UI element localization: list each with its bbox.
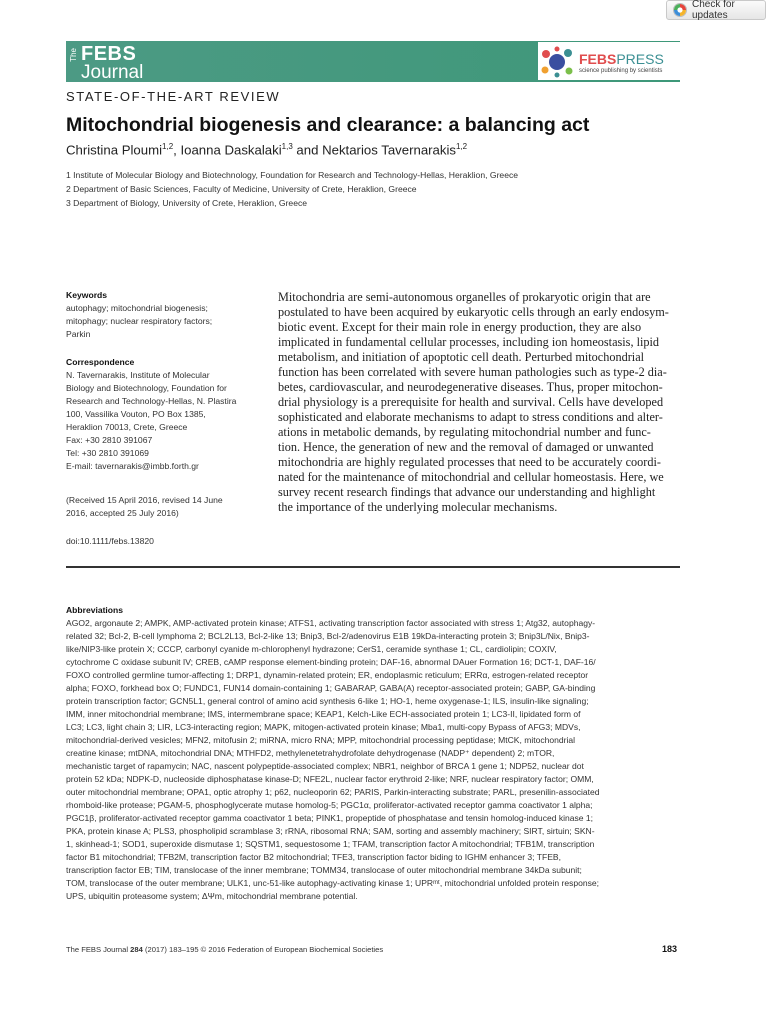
keywords-line: Parkin <box>66 329 91 339</box>
abbreviations-line: protein 52 kDa; NDPK-D, nucleoside diphosphatase kinase-D; NFE2L, nuclear factor erythroid 2-like; NRF, nuclear respiratory factor; OMM, <box>66 774 594 784</box>
doi-link[interactable]: doi:10.1111/febs.13820 <box>66 536 154 546</box>
author-affiliation-mark: 1,3 <box>281 142 293 151</box>
crossmark-icon <box>673 3 687 17</box>
abstract-line: nated for the maintenance of mitochondrial and cellular homeostasis. Here, we <box>278 470 664 484</box>
received-line: 2016, accepted 25 July 2016) <box>66 508 179 518</box>
press-name-febs: FEBS <box>579 51 617 67</box>
abbreviations-line: IMM, inner mitochondrial membrane; IMS, intermembrane space; KEAP1, Kelch-Like ECH-associated protein 1; LC3-II, lipidated form of <box>66 709 581 719</box>
abbreviations-line: FOXO controlled germline tumor-affecting 1; DRP1, dynamin-related protein; ER, endoplasmic reticulum; ERRα, estrogen-related receptor <box>66 670 589 680</box>
abbreviations-line: related 32; Bcl-2, B-cell lymphoma 2; BCL2L13, Bcl-2-like 13; Bnip3, Bcl-2/adenovirus E1B 19kDa-interacting protein 3; Bnip3L/Nix, Bnip3- <box>66 631 590 641</box>
abstract-line: betes, cardiovascular, and neurodegenerative diseases. Thus, proper mitochon- <box>278 380 663 394</box>
correspondence-email[interactable]: E-mail: tavernarakis@imbb.forth.gr <box>66 461 199 471</box>
correspondence-line: N. Tavernarakis, Institute of Molecular <box>66 370 210 380</box>
logo-the: The <box>69 48 78 62</box>
correspondence-line: 100, Vassilika Vouton, PO Box 1385, <box>66 409 206 419</box>
affiliation: 3 Department of Biology, University of Crete, Heraklion, Greece <box>66 198 308 208</box>
abbreviations-line: transcription factor EB; TIM, translocase of the inner membrane; TOMM34, translocase of outer mitochondrial membrane 34kDa subunit; <box>66 865 582 875</box>
abstract-line: function has been correlated with severe human pathologies such as type-2 dia- <box>278 365 667 379</box>
abbreviations-line: protein transcription factor; GCN5L1, general control of amino acid synthesis 6-like 1; HO-1, heme oxygenase-1; ILS, insulin-like signaling; <box>66 696 589 706</box>
abbreviations-line: AGO2, argonaute 2; AMPK, AMP-activated protein kinase; ATFS1, activating transcription factor associated with stress 1; Atg32, autophagy- <box>66 618 596 628</box>
abbreviations-line: outer mitochondrial membrane; OPA1, optic atrophy 1; p62, nucleoporin 62; PARIS, Parkin-interacting substrate; PARL, presenilin-associated <box>66 787 600 797</box>
abbreviations-line: UPS, ubiquitin proteasome system; ΔΨm, mitochondrial membrane potential. <box>66 891 358 901</box>
abbreviations-line: LC3; LC3, light chain 3; LIR, LC3-interacting region; MAPK, mitogen-activated protein kinase; Mba1, multi-copy Bypass of AFG3; MDVs, <box>66 722 581 732</box>
press-name <box>579 51 664 67</box>
abstract <box>278 290 680 515</box>
abstract-line: Mitochondria are semi-autonomous organelles of prokaryotic origin that are <box>278 290 651 304</box>
footer-rest: (2017) 183–195 © 2016 Federation of European Biochemical Societies <box>142 945 384 954</box>
abstract-line: implicated in fundamental cellular processes, including ion homeostasis, lipid <box>278 335 660 349</box>
abbreviations-line: factor B1 mitochondrial; TFB2M, transcription factor B2 mitochondrial; TFE3, transcription factor biding to IGHM enhancer 3; TFEB, <box>66 852 561 862</box>
author-name: Nektarios Tavernarakis <box>322 142 456 158</box>
correspondence-line: Biology and Biotechnology, Foundation for <box>66 383 227 393</box>
correspondence-line: Heraklion 70013, Crete, Greece <box>66 422 188 432</box>
abstract-line: survey recent research findings that advance our understanding and highlight <box>278 485 656 499</box>
abbreviations-line: PGC1β, proliferator-activated receptor gamma coactivator 1 beta; PINK1, propeptide of phosphatase and tensin homolog-induced kinase 1; <box>66 813 594 823</box>
abbreviations-line: TOM, translocase of the outer membrane; ULK1, unc-51-like autophagy-activating kinase 1; UPRᵐᵗ, mitochondrial unfolded protein response; <box>66 878 600 888</box>
affiliation: 2 Department of Basic Sciences, Faculty of Medicine, University of Crete, Heraklion, Greece <box>66 184 417 194</box>
abstract-line: postulated to have been acquired by eukaryotic cells through an early endosym- <box>278 305 669 319</box>
author-list: Christina Ploumi$^{1,2}$, Ioanna Daskalaki$^{1,3}$ and Nektarios Tavernarakis$^{1,2}$ <box>66 142 468 158</box>
abstract-line: sophisticated and elaborate mechanisms to adapt to stress conditions and alter- <box>278 410 663 424</box>
check-for-updates-label: Check for updates <box>692 0 735 21</box>
footer-journal: The FEBS Journal <box>66 945 131 954</box>
abbreviations-line: like/NIP3-like protein X; CCCP, carbonyl cyanide m-chlorophenyl hydrazone; CerS1, ceramide synthase 1; CL, cardiolipin; COXIV, <box>66 644 557 654</box>
author-name: Ioanna Daskalaki <box>180 142 282 158</box>
keywords-line: mitophagy; nuclear respiratory factors; <box>66 316 213 326</box>
keywords-line: autophagy; mitochondrial biogenesis; <box>66 303 208 313</box>
article-title: Mitochondrial biogenesis and clearance: a balancing act <box>66 114 590 136</box>
abstract-line: ations in metabolic demands, by regulating mitochondrial number and func- <box>278 425 651 439</box>
febs-press-molecule-icon <box>540 46 574 78</box>
received-dates <box>66 494 266 520</box>
abbreviations-block <box>66 604 680 903</box>
affiliation: 1 Institute of Molecular Biology and Biotechnology, Foundation for Research and Technology-Hellas, Heraklion, Greece <box>66 170 519 180</box>
received-line: (Received 15 April 2016, revised 14 June <box>66 495 223 505</box>
article-type: STATE-OF-THE-ART REVIEW <box>66 89 281 104</box>
correspondence-line: Fax: +30 2810 391067 <box>66 435 153 445</box>
abbreviations-line: PKA, protein kinase A; PLS3, phospholipid scramblase 3; rRNA, ribosomal RNA; SAM, sorting and assembly machinery; SIRT, sirtuin; SKN- <box>66 826 595 836</box>
author-affiliation-mark: 1,2 <box>162 142 174 151</box>
footer-volume: 284 <box>130 945 143 954</box>
section-divider <box>66 566 680 568</box>
febs-press-logo <box>538 42 680 80</box>
abbreviations-line: mechanistic target of rapamycin; NAC, nascent polypeptide-associated complex; NBR1, neighbor of BRCA 1 gene 1; NDP52, nuclear dot <box>66 761 584 771</box>
correspondence-line: Research and Technology-Hellas, N. Plastira <box>66 396 237 406</box>
abstract-line: the importance of the underlying molecular mechanisms. <box>278 500 558 514</box>
author-name: Christina Ploumi <box>66 142 163 158</box>
abbreviations-line: 1, skinhead-1; SOD1, superoxide dismutase 1; SQSTM1, sequestosome 1; TFAM, transcription factor A mitochondrial; TFB1M, transcription <box>66 839 595 849</box>
press-tagline: science publishing by scientists <box>579 68 663 74</box>
abstract-line: drial physiology is a prerequisite for health and survival. Cells have developed <box>278 395 664 409</box>
page-footer-citation <box>66 945 383 954</box>
logo-journal: Journal <box>81 62 144 83</box>
abbreviations-heading: Abbreviations <box>66 605 123 615</box>
correspondence-line: Tel: +30 2810 391069 <box>66 448 149 458</box>
author-affiliation-mark: 1,2 <box>456 142 468 151</box>
keywords-heading: Keywords <box>66 290 108 300</box>
abbreviations-line: rhomboid-like protease; PGAM-5, phosphoglycerate mutase homolog-5; PGC1α, proliferator-activated receptor gamma coactivator 1 alpha; <box>66 800 593 810</box>
abstract-line: tion. Hence, the generation of new and the removal of damaged or unwanted <box>278 440 654 454</box>
check-for-updates-button[interactable] <box>666 0 766 20</box>
abbreviations-line: creatine kinase; mtDNA, mitochondrial DNA; MTHFD2, methylenetetrahydrofolate dehydrogenase (NADP⁺ dependent) 2; mTOR, <box>66 748 555 758</box>
keywords-block <box>66 289 266 341</box>
page-number: 183 <box>662 944 678 954</box>
press-name-press: PRESS <box>616 51 664 67</box>
logo-febs: FEBS <box>81 43 137 65</box>
correspondence-heading: Correspondence <box>66 357 135 367</box>
abbreviations-line: alpha; FOXO, forkhead box O; FUNDC1, FUN14 domain-containing 1; GABARAP, GABA(A) receptor-associated protein; GABP, GA-binding <box>66 683 596 693</box>
abbreviations-line: cytochrome C oxidase subunit IV; CREB, cAMP response element-binding protein; DAF-16, abnormal DAuer Formation 16; DCT-1, DAF-16/ <box>66 657 596 667</box>
correspondence-block <box>66 356 266 473</box>
abbreviations-line: mitochondrial-derived vesicles; MFN2, mitofusin 2; miRNA, micro RNA; MPP, mitochondrial processing peptidase; MtCK, mitochondrial <box>66 735 576 745</box>
abstract-line: mitochondria are highly regulated processes that need to be accurately coordi- <box>278 455 661 469</box>
abstract-line: metabolism, and initiation of apoptotic cell death. Perturbed mitochondrial <box>278 350 645 364</box>
abstract-line: biotic event. Except for their main role in energy production, they are also <box>278 320 642 334</box>
